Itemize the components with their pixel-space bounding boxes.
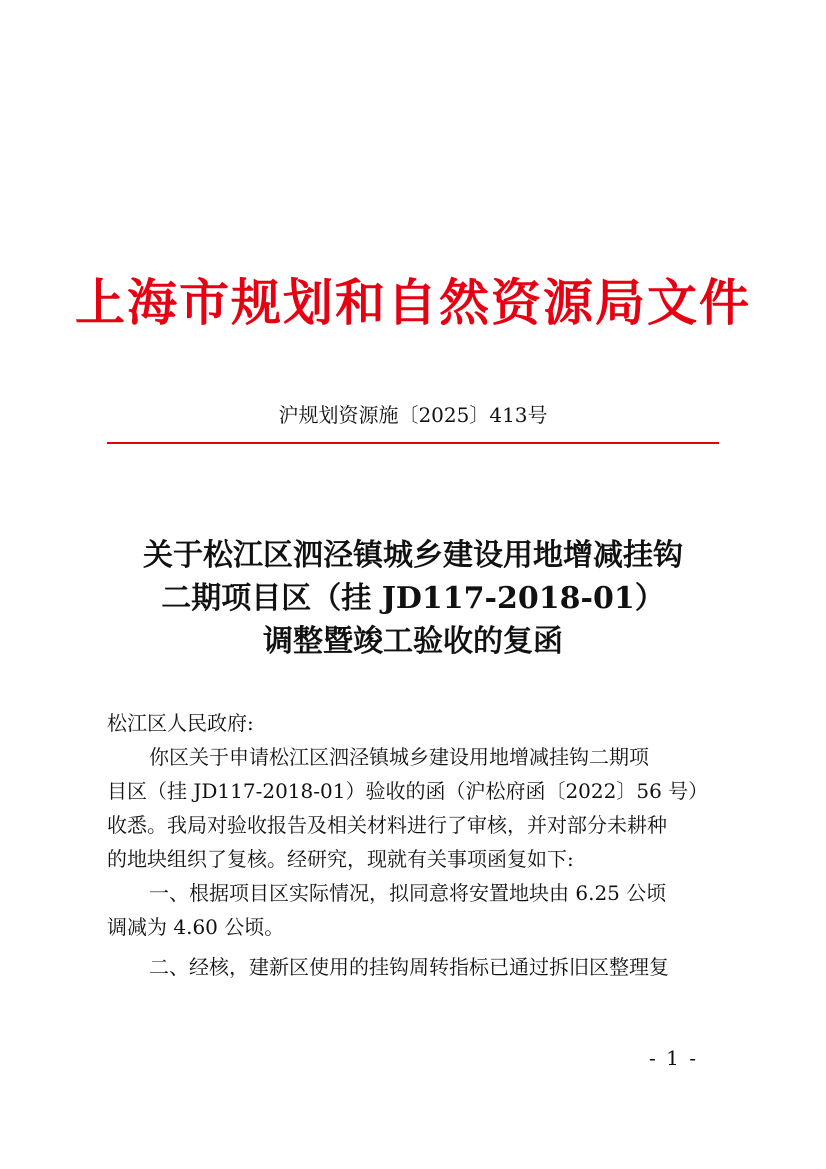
issuing-authority-title: 上海市规划和自然资源局文件 [75,273,751,332]
document-title-line: 二期项目区（挂 JD117-2018-01） [161,581,665,616]
body-line: 调减为 4.60 公顷。 [107,915,285,939]
body-line: 目区（挂 JD117-2018-01）验收的函（沪松府函〔2022〕56 号） [107,779,709,803]
body-line: 收悉。我局对验收报告及相关材料进行了审核，并对部分未耕种 [107,813,667,837]
page-number: - 1 - [649,1046,698,1070]
body-line: 一、根据项目区实际情况，拟同意将安置地块由 6.25 公顷 [149,881,667,905]
document-title-line: 关于松江区泗泾镇城乡建设用地增减挂钩 [143,538,683,573]
body-line: 二、经核，建新区使用的挂钩周转指标已通过拆旧区整理复 [149,955,669,979]
document-number: 沪规划资源施〔2025〕413号 [278,403,548,427]
document-title-line: 调整暨竣工验收的复函 [263,624,563,659]
body-line: 的地块组织了复核。经研究，现就有关事项函复如下: [107,847,574,871]
document-title [0,534,826,663]
red-divider-line [107,442,719,444]
document-body [107,706,719,984]
body-line: 你区关于申请松江区泗泾镇城乡建设用地增减挂钩二期项 [149,745,649,769]
addressee: 松江区人民政府: [107,711,254,735]
